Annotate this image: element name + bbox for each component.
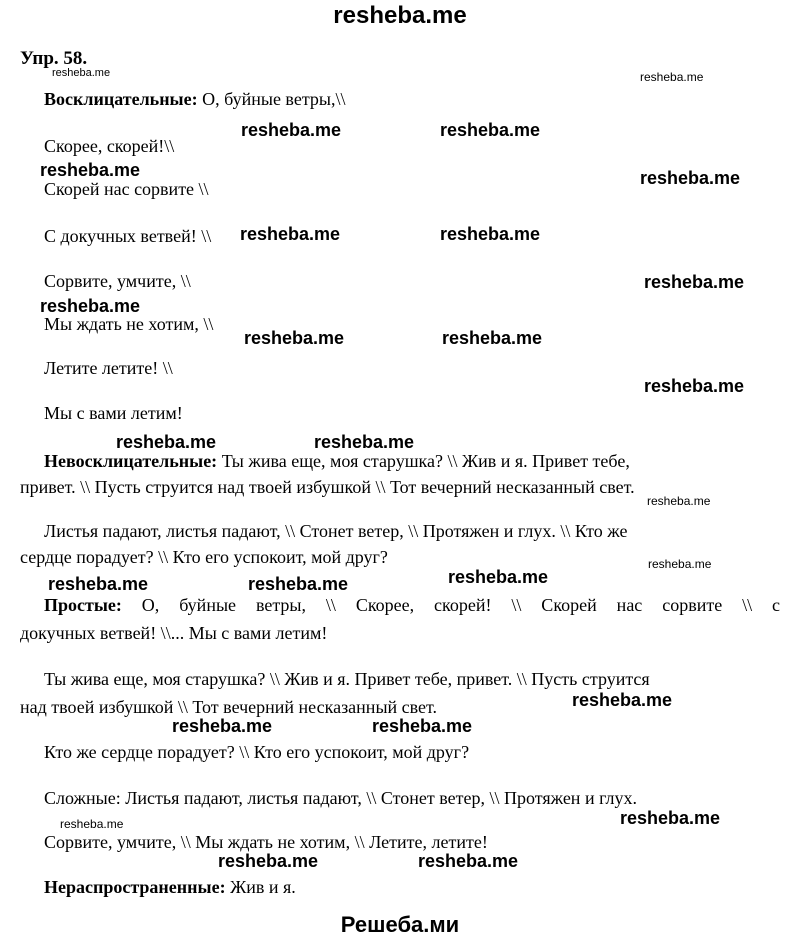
watermark: resheba.me (442, 328, 543, 348)
site-header: resheba.me (333, 2, 467, 29)
exclamatory-text: О, буйные ветры,\\ (197, 89, 346, 109)
non-exclamatory-line: Невосклицательные: Ты жива еще, моя старушка? \\ Жив и я. Привет тебе, (44, 451, 630, 471)
complex-line: Сложные: Листья падают, листья падают, \\ Стонет ветер, \\ Протяжен и глух. (44, 788, 638, 808)
poem-line: Скорее, скорей!\\ (44, 136, 175, 156)
poem-line: Летите летите! \\ (44, 358, 173, 378)
text-line: Кто же сердце порадует? \\ Кто его успокоит, мой друг? (44, 742, 470, 762)
non-exclamatory-label: Невосклицательные: (44, 451, 218, 471)
watermark: resheba.me (218, 851, 319, 871)
watermark: resheba.me (640, 168, 741, 188)
watermark: resheba.me (440, 224, 541, 244)
poem-line: Сорвите, умчите, \\ (44, 271, 191, 291)
watermark: resheba.me (241, 120, 342, 140)
watermark: resheba.me (116, 432, 217, 452)
unextended-label: Нераспространенные: (44, 877, 226, 897)
watermark: resheba.me (60, 817, 124, 831)
exercise-title: Упр. 58. (20, 48, 88, 69)
exclamatory-first-line (44, 88, 346, 110)
watermark: resheba.me (40, 296, 141, 316)
simple-label: Простые: (44, 595, 122, 615)
unextended-line: Нераспространенные: Жив и я. (44, 877, 296, 897)
watermark: resheba.me (640, 70, 704, 84)
watermark: resheba.me (244, 328, 345, 348)
watermark: resheba.me (440, 120, 541, 140)
complex-line: Сорвите, умчите, \\ Мы ждать не хотим, \\ Летите, летите! (44, 832, 488, 852)
watermark: resheba.me (418, 851, 519, 871)
watermark: resheba.me (48, 574, 149, 594)
watermark: resheba.me (647, 494, 711, 508)
text-line: Ты жива еще, моя старушка? \\ Жив и я. Привет тебе, привет. \\ Пусть струится (44, 669, 650, 689)
text-line: докучных ветвей! \\... Мы с вами летим! (20, 623, 328, 643)
watermark: resheba.me (172, 716, 273, 736)
poem-line: Мы ждать не хотим, \\ (44, 314, 214, 334)
watermark: resheba.me (52, 67, 111, 79)
simple-line: Простые: О, буйные ветры, \\ Скорее, скорей! \\ Скорей нас сорвите \\ с (44, 595, 780, 615)
watermark: resheba.me (648, 557, 712, 571)
watermark: resheba.me (248, 574, 349, 594)
poem-line: С докучных ветвей! \\ (44, 226, 212, 246)
watermark: resheba.me (644, 376, 745, 396)
watermark: resheba.me (372, 716, 473, 736)
watermark: resheba.me (240, 224, 341, 244)
text-line: сердце порадует? \\ Кто его успокоит, мой друг? (20, 547, 388, 567)
watermark: resheba.me (314, 432, 415, 452)
watermark: resheba.me (448, 567, 549, 587)
text-line: над твоей избушкой \\ Тот вечерний несказанный свет. (20, 697, 438, 717)
text-line: привет. \\ Пусть струится над твоей избушкой \\ Тот вечерний несказанный свет. (20, 477, 635, 497)
watermark: resheba.me (572, 690, 673, 710)
watermark: resheba.me (620, 808, 721, 828)
watermark: resheba.me (40, 160, 141, 180)
exclamatory-label: Восклицательные: (44, 89, 198, 109)
poem-line: Мы с вами летим! (44, 403, 183, 423)
text-line: Листья падают, листья падают, \\ Стонет ветер, \\ Протяжен и глух. \\ Кто же (44, 521, 628, 541)
poem-line: Скорей нас сорвите \\ (44, 179, 209, 199)
site-footer: Решеба.ми (340, 912, 460, 937)
watermark: resheba.me (644, 272, 745, 292)
